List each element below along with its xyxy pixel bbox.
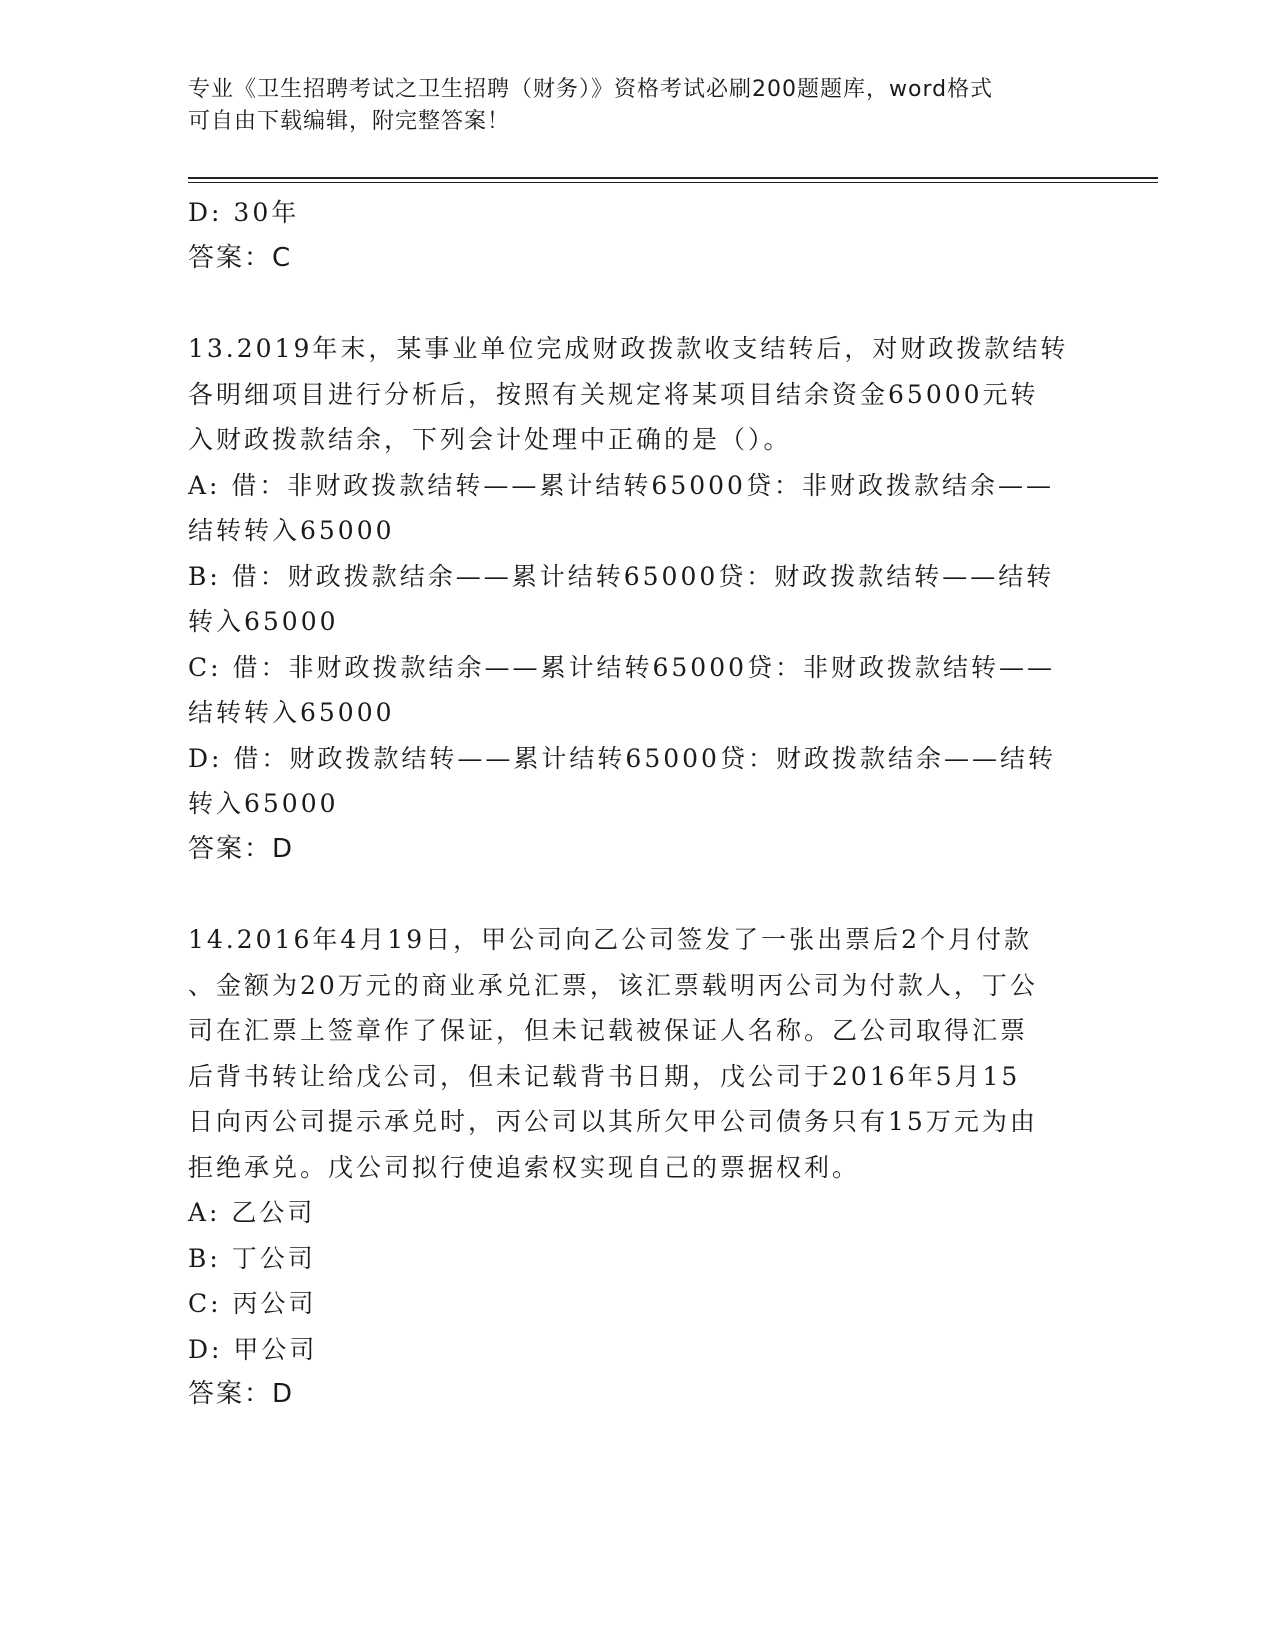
option-a: A: 乙公司 <box>188 1198 316 1227</box>
answer-line: 答案：D <box>188 833 295 864</box>
header-line-1: 专业《卫生招聘考试之卫生招聘（财务）》资格考试必刷200题题库，word格式 <box>188 77 994 102</box>
option-d: D: 借：财政拨款结转——累计结转65000贷：财政拨款结余——结转 <box>188 743 1056 773</box>
question-stem-line: 日向丙公司提示承兑时，丙公司以其所欠甲公司债务只有15万元为由 <box>188 1107 1038 1136</box>
question-stem-line: 、金额为20万元的商业承兑汇票，该汇票载明丙公司为付款人，丁公 <box>188 970 1038 1000</box>
header-divider-thin <box>188 182 1158 183</box>
option-d: D: 30年 <box>188 198 300 227</box>
option-d-continued: 转入65000 <box>188 789 339 818</box>
question-stem-line: 14.2016年4月19日，甲公司向乙公司签发了一张出票后2个月付款 <box>188 925 1033 954</box>
document-body <box>188 190 1088 1418</box>
answer-line: 答案：D <box>188 1379 295 1409</box>
question-stem-line: 各明细项目进行分析后，按照有关规定将某项目结余资金65000元转 <box>188 379 1039 409</box>
option-c-continued: 结转转入65000 <box>188 698 395 727</box>
option-b: B: 丁公司 <box>188 1243 316 1273</box>
option-d: D: 甲公司 <box>188 1334 318 1364</box>
spacer <box>188 872 1088 917</box>
option-a: A: 借：非财政拨款结转——累计结转65000贷：非财政拨款结余—— <box>188 470 1054 500</box>
option-c: C: 丙公司 <box>188 1289 317 1318</box>
option-b: B: 借：财政拨款结余——累计结转65000贷：财政拨款结转——结转 <box>188 561 1055 591</box>
question-13 <box>188 326 1088 872</box>
header-divider-thick <box>188 177 1158 179</box>
question-stem-line: 拒绝承兑。戊公司拟行使追索权实现自己的票据权利。 <box>188 1152 861 1182</box>
question-stem-line: 后背书转让给戊公司，但未记载背书日期，戊公司于2016年5月15 <box>188 1061 1021 1091</box>
header-line-2: 可自由下载编辑，附完整答案！ <box>188 109 511 134</box>
question-stem-line: 13.2019年末，某事业单位完成财政拨款收支结转后，对财政拨款结转 <box>188 334 1069 363</box>
question-stem-line: 司在汇票上签章作了保证，但未记载被保证人名称。乙公司取得汇票 <box>188 1016 1029 1045</box>
spacer <box>188 281 1088 326</box>
option-b-continued: 转入65000 <box>188 607 339 636</box>
answer-line: 答案：C <box>188 242 293 273</box>
question-stem-line: 入财政拨款结余，下列会计处理中正确的是（）。 <box>188 425 792 454</box>
option-a-continued: 结转转入65000 <box>188 516 395 545</box>
option-c: C: 借：非财政拨款结余——累计结转65000贷：非财政拨款结转—— <box>188 652 1056 682</box>
question-14 <box>188 917 1088 1418</box>
previous-question-tail <box>188 190 1088 281</box>
document-header <box>188 74 1088 138</box>
